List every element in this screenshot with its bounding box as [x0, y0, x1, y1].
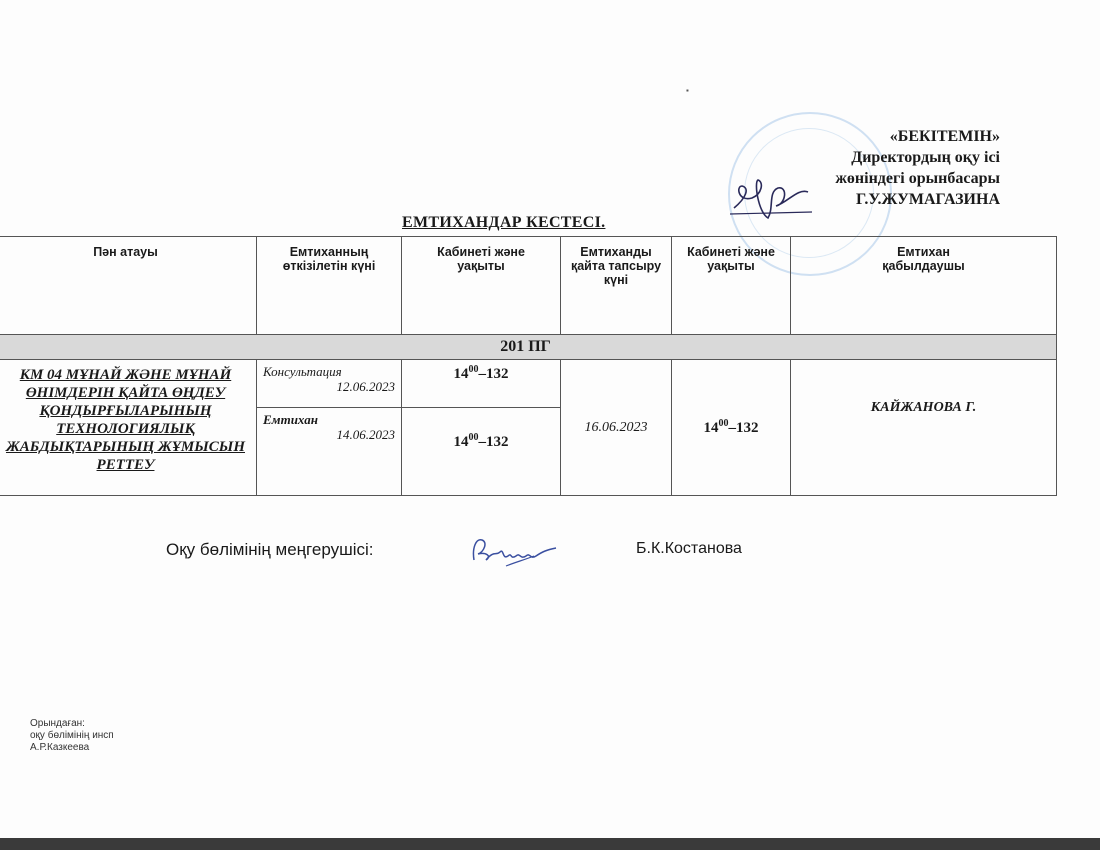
approval-position-line2: жөніндегі орынбасары	[835, 170, 1000, 187]
prepared-by-block	[30, 718, 114, 754]
exam-schedule-table	[0, 236, 1057, 496]
approval-block	[835, 126, 1000, 210]
retake-room-time	[672, 360, 791, 496]
examiner-name: КАЙЖАНОВА Г.	[791, 360, 1057, 496]
table-row-consultation	[0, 360, 1057, 408]
retake-date: 16.06.2023	[561, 360, 672, 496]
scan-speck: ▪	[686, 86, 689, 95]
approval-position-line1: Директордың оқу ісі	[851, 149, 1000, 166]
table-header-row	[0, 237, 1057, 335]
header-retake-room-time: Кабинеті және уақыты	[672, 237, 791, 335]
exam-label: Емтихан	[263, 412, 318, 427]
consultation-minutes: 00	[468, 364, 479, 375]
group-label: 201 ПГ	[0, 335, 1057, 360]
header-examiner: Емтихан қабылдаушы	[791, 237, 1057, 335]
director-signature	[728, 168, 818, 224]
scan-edge-bar	[0, 838, 1100, 850]
retake-hour: 14	[703, 420, 719, 436]
exam-room: –132	[478, 434, 509, 450]
consultation-hour: 14	[453, 366, 469, 382]
consultation-cell	[257, 360, 402, 408]
retake-minutes: 00	[718, 418, 729, 429]
header-retake-date: Емтиханды қайта тапсыру күні	[561, 237, 672, 335]
group-row	[0, 335, 1057, 360]
header-exam-date: Емтиханның өткізілетін күні	[257, 237, 402, 335]
page-title: ЕМТИХАНДАР КЕСТЕСІ.	[402, 214, 606, 231]
exam-minutes: 00	[468, 432, 479, 443]
header-room-time: Кабинеті және уақыты	[402, 237, 561, 335]
consultation-room: –132	[478, 366, 509, 382]
exam-date: 14.06.2023	[336, 427, 395, 442]
consultation-room-time	[402, 360, 561, 408]
prepared-position: оқу бөлімінің инсп	[30, 730, 114, 741]
approval-name: Г.У.ЖУМАГАЗИНА	[856, 191, 1000, 208]
subject-name: КМ 04 МҰНАЙ ЖӘНЕ МҰНАЙ ӨНІМДЕРІН ҚАЙТА ӨҢДЕУ ҚОНДЫРҒЫЛАРЫНЫҢ ТЕХНОЛОГИЯЛЫҚ ЖАБДЫҚТАРЫНЫҢ ЖҰМЫСЫН РЕТТЕУ	[0, 360, 257, 496]
consultation-date: 12.06.2023	[336, 379, 395, 394]
department-head-signature	[466, 530, 562, 570]
department-head-name: Б.К.Костанова	[636, 540, 742, 557]
exam-hour: 14	[453, 434, 469, 450]
approval-heading: «БЕКІТЕМІН»	[889, 128, 1000, 145]
department-head-label: Оқу бөлімінің меңгерушісі:	[166, 540, 374, 559]
header-subject: Пән атауы	[0, 237, 257, 335]
exam-cell	[257, 408, 402, 496]
retake-room: –132	[728, 420, 759, 436]
prepared-label: Орындаған:	[30, 718, 85, 729]
exam-room-time	[402, 408, 561, 496]
prepared-name: А.Р.Казкеева	[30, 742, 90, 753]
consultation-label: Консультация	[263, 364, 342, 379]
